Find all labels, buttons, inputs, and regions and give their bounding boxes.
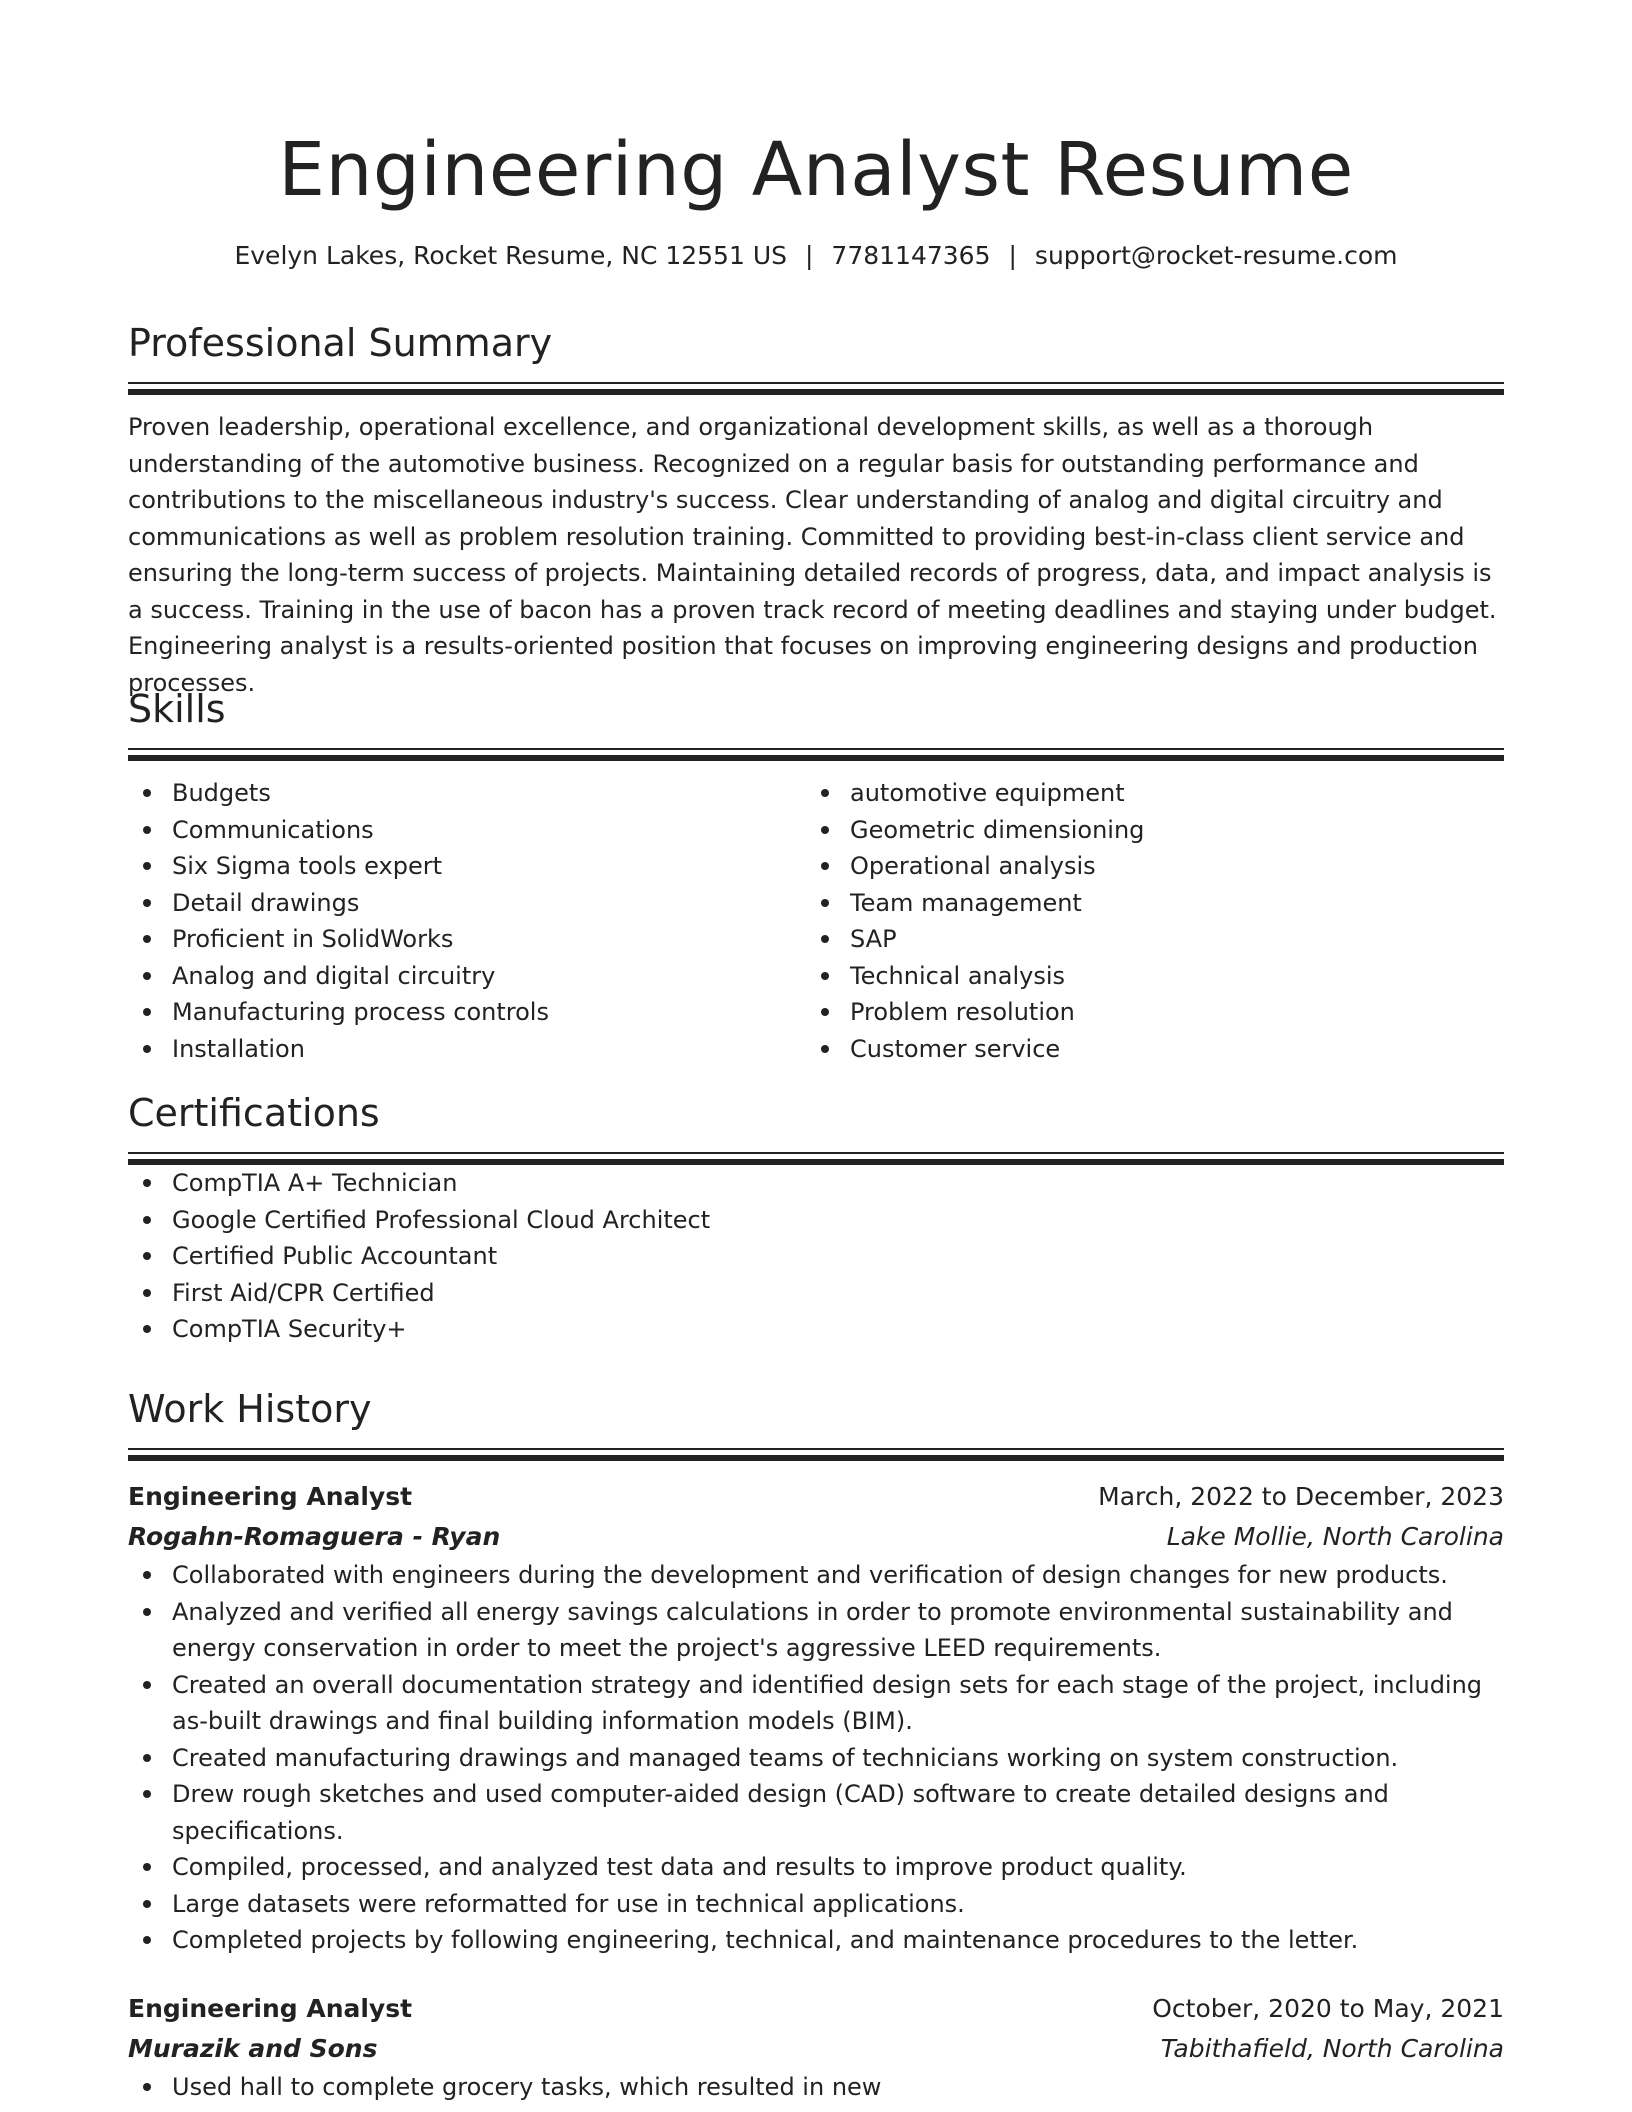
job-duties-list: [128, 2069, 1504, 2106]
contact-separator: |: [1008, 241, 1017, 270]
certifications-list: [128, 1165, 1504, 1348]
summary-section: [128, 318, 1504, 701]
certification-item: Google Certified Professional Cloud Architect: [128, 1202, 1504, 1239]
job-company: Murazik and Sons: [128, 2033, 378, 2063]
job-location: Tabithafield, North Carolina: [1160, 2033, 1504, 2063]
skill-item: Team management: [806, 885, 1484, 922]
job-duty-item: Created an overall documentation strategy and identified design sets for each stage of the project, including as-built drawings and final building information models (BIM).: [128, 1667, 1504, 1740]
job-duty-item: Compiled, processed, and analyzed test data and results to improve product quality.: [128, 1849, 1504, 1886]
job-duty-item: Created manufacturing drawings and managed teams of technicians working on system construction.: [128, 1740, 1504, 1777]
skill-item: Geometric dimensioning: [806, 812, 1484, 849]
skill-item: Manufacturing process controls: [128, 994, 806, 1031]
section-divider: [128, 755, 1504, 761]
section-divider: [128, 1455, 1504, 1461]
section-divider: [128, 1152, 1504, 1154]
section-heading-summary: Professional Summary: [128, 321, 553, 365]
certification-item: CompTIA Security+: [128, 1311, 1504, 1348]
job-title: Engineering Analyst: [128, 1993, 413, 2023]
job-duty-item: Drew rough sketches and used computer-aided design (CAD) software to create detailed designs and specifications.: [128, 1776, 1504, 1849]
section-divider: [128, 748, 1504, 750]
contact-phone: 7781147365: [831, 241, 991, 270]
skill-item: Budgets: [128, 775, 806, 812]
skill-item: SAP: [806, 921, 1484, 958]
section-divider: [128, 389, 1504, 395]
skill-item: Operational analysis: [806, 848, 1484, 885]
job-duty-item: Used hall to complete grocery tasks, which resulted in new: [128, 2069, 1504, 2106]
skill-item: Six Sigma tools expert: [128, 848, 806, 885]
section-heading-skills: Skills: [128, 687, 226, 731]
job-dates: March, 2022 to December, 2023: [1098, 1482, 1504, 1511]
skill-item: Proficient in SolidWorks: [128, 921, 806, 958]
job-duty-item: Analyzed and verified all energy savings calculations in order to promote environmental sustainability and energy conservation in order to meet the project's aggressive LEED requirements.: [128, 1594, 1504, 1667]
job-duty-item: Large datasets were reformatted for use in technical applications.: [128, 1886, 1504, 1923]
certification-item: Certified Public Accountant: [128, 1238, 1504, 1275]
skill-item: Installation: [128, 1031, 806, 1068]
summary-text: Proven leadership, operational excellence, and organizational development skills, as well as a thorough understanding of the automotive business. Recognized on a regular basis for outstanding performance and contributions to the miscellaneous industry's success. Clear understanding of analog and digital circuitry and communications as well as problem resolution training. Committed to providing best-in-class client service and ensuring the long-term success of projects. Maintaining detailed records of progress, data, and impact analysis is a success. Training in the use of bacon has a proven track record of meeting deadlines and staying under budget. Engineering analyst is a results-oriented position that focuses on improving engineering designs and production processes.: [128, 413, 1497, 697]
skill-item: Customer service: [806, 1031, 1484, 1068]
certification-item: CompTIA A+ Technician: [128, 1165, 1504, 1202]
skills-section: [128, 684, 1504, 1067]
job-duty-item: Completed projects by following engineering, technical, and maintenance procedures to the letter.: [128, 1922, 1504, 1959]
contact-address: Evelyn Lakes, Rocket Resume, NC 12551 US: [234, 241, 787, 270]
resume-title: Engineering Analyst Resume: [278, 127, 1354, 213]
skills-columns: [128, 775, 1504, 1067]
skill-item: automotive equipment: [806, 775, 1484, 812]
skill-item: Analog and digital circuitry: [128, 958, 806, 995]
job-entry: [128, 1989, 1504, 2106]
skill-item: Problem resolution: [806, 994, 1484, 1031]
skill-item: Technical analysis: [806, 958, 1484, 995]
job-entry: [128, 1477, 1504, 1959]
job-company: Rogahn-Romaguera - Ryan: [128, 1522, 501, 1551]
contact-separator: |: [804, 241, 814, 270]
certification-item: First Aid/CPR Certified: [128, 1275, 1504, 1312]
work-history-section: [128, 1384, 1504, 2105]
contact-email: support@rocket-resume.com: [1034, 241, 1398, 270]
skills-list-right: [806, 775, 1484, 1067]
section-heading-certifications: Certifications: [128, 1091, 380, 1135]
section-divider: [128, 1448, 1504, 1450]
job-duties-list: [128, 1557, 1504, 1959]
skills-list-left: [128, 775, 806, 1067]
job-duty-item: Collaborated with engineers during the development and verification of design changes for new products.: [128, 1557, 1504, 1594]
certifications-section: [128, 1088, 1504, 1348]
section-heading-work-history: Work History: [128, 1387, 372, 1431]
skill-item: Detail drawings: [128, 885, 806, 922]
skill-item: Communications: [128, 812, 806, 849]
contact-line: [0, 238, 1632, 274]
section-divider: [128, 382, 1504, 384]
job-dates: October, 2020 to May, 2021: [1152, 1993, 1504, 2023]
job-location: Lake Mollie, North Carolina: [1166, 1522, 1504, 1551]
job-title: Engineering Analyst: [128, 1482, 413, 1511]
